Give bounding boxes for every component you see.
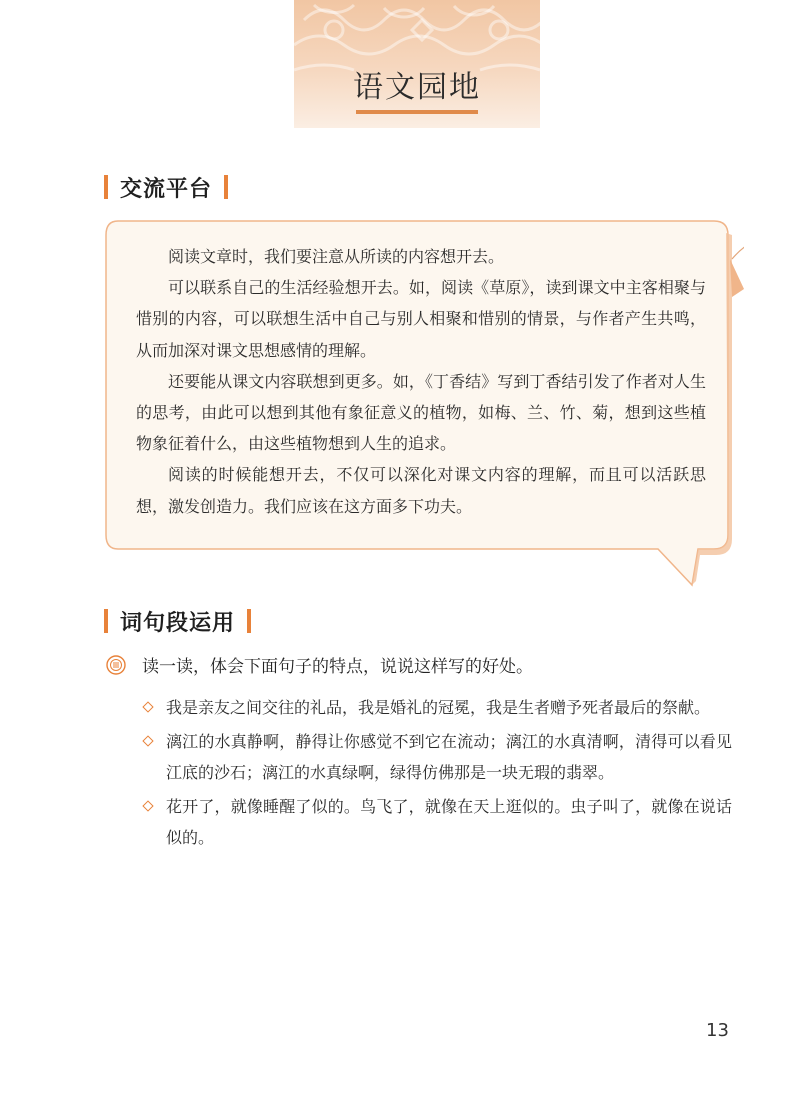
paragraph: 阅读的时候能想开去，不仅可以深化对课文内容的理解，而且可以活跃思想，激发创造力。我们应该在这方面多下功夫。: [136, 465, 706, 516]
heading-bar-right: [224, 175, 228, 199]
page-number: 13: [706, 1020, 729, 1041]
list-item: [140, 791, 732, 854]
item-text: 花开了，就像睡醒了似的。鸟飞了，就像在天上逛似的。虫子叫了，就像在说话似的。: [166, 796, 732, 848]
section-heading-exchange: [104, 172, 228, 202]
title-underline: [356, 110, 478, 114]
item-text: 漓江的水真静啊，静得让你感觉不到它在流动；漓江的水真清啊，清得可以看见江底的沙石；漓江的水真绿啊，绿得仿佛那是一块无瑕的翡翠。: [166, 731, 732, 783]
exercise-prompt: [106, 652, 533, 677]
heading-bar-left: [104, 175, 108, 199]
paragraph: 可以联系自己的生活经验想开去。如，阅读《草原》，读到课文中主客相聚与惜别的内容，可以联想生活中自己与别人相聚和惜别的情景，与作者产生共鸣，从而加深对课文思想感情的理解。: [136, 278, 706, 360]
paragraph: 还要能从课文内容联想到更多。如，《丁香结》写到丁香结引发了作者对人生的思考，由此可以想到其他有象征意义的植物，如梅、兰、竹、菊，想到这些植物象征着什么，由这些植物想到人生的追求。: [136, 371, 706, 454]
header-banner: [294, 0, 540, 128]
diamond-bullet-icon: [142, 735, 153, 746]
heading-bar-left: [104, 609, 108, 633]
section-title: 交流平台: [120, 176, 213, 202]
seal-icon: [106, 655, 126, 675]
list-item: [140, 726, 732, 789]
diamond-bullet-icon: [142, 701, 153, 712]
bubble-content: [136, 241, 706, 522]
paragraph: 阅读文章时，我们要注意从所读的内容想开去。: [168, 247, 505, 266]
item-text: 我是亲友之间交往的礼品，我是婚礼的冠冕，我是生者赠予死者最后的祭献。: [166, 698, 711, 717]
page-title: 语文园地: [353, 70, 481, 105]
prompt-text: 读一读，体会下面句子的特点，说说这样写的好处。: [142, 657, 533, 677]
diamond-bullet-icon: [142, 800, 153, 811]
section-heading-words: [104, 606, 251, 636]
list-item: [140, 692, 732, 724]
heading-bar-right: [247, 609, 251, 633]
section-title: 词句段运用: [120, 610, 236, 636]
exercise-list: [140, 692, 732, 856]
